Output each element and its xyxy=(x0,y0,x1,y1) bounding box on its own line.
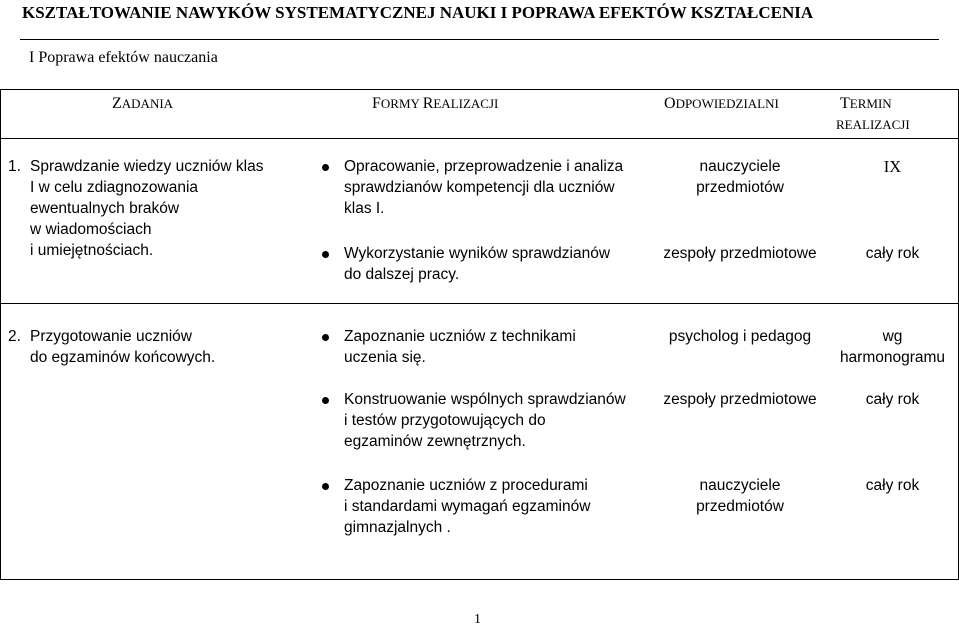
row1-term-2: cały rok xyxy=(865,245,920,262)
row1-form-2: Wykorzystanie wyników sprawdzianów do dalszej pracy. xyxy=(344,245,611,283)
header-odpowiedzialni: ODPOWIEDZIALNI xyxy=(664,95,779,112)
row2-term-3: cały rok xyxy=(865,477,920,494)
row2-number: 2. xyxy=(8,328,21,345)
row2-task: Przygotowanie uczniów do egzaminów końcowych. xyxy=(30,328,216,366)
table-top-border xyxy=(0,89,959,90)
row1-bottom-border xyxy=(0,303,959,304)
row2-term-2: cały rok xyxy=(865,391,920,408)
row2-responsible-3: nauczyciele przedmiotów xyxy=(696,477,784,515)
header-zadania: ZADANIA xyxy=(112,95,174,112)
row2-form-3: Zapoznanie uczniów z procedurami i standardami wymagań egzaminów gimnazjalnych . xyxy=(344,477,591,536)
row2-form-2: Konstruowanie wspólnych sprawdzianów i testów przygotowujących do egzaminów zewnętrznych. xyxy=(344,391,626,450)
row1-responsible-2: zespoły przedmiotowe xyxy=(663,245,817,262)
page-number: 1 xyxy=(474,612,481,627)
bullet-icon xyxy=(322,251,329,258)
row2-responsible-1: psycholog i pedagog xyxy=(668,328,812,345)
bullet-icon xyxy=(322,483,329,490)
row1-term-1: IX xyxy=(883,157,902,176)
row2-term-1: wg harmonogramu xyxy=(839,328,946,366)
header-realizacji: REALIZACJI xyxy=(836,117,910,132)
header-termin: TERMIN xyxy=(840,95,892,112)
header-bottom-border xyxy=(0,138,959,139)
document-title: KSZTAŁTOWANIE NAWYKÓW SYSTEMATYCZNEJ NAUKI I POPRAWA EFEKTÓW KSZTAŁCENIA xyxy=(22,3,814,22)
bullet-icon xyxy=(322,397,329,404)
bullet-icon xyxy=(322,334,329,341)
title-rule xyxy=(20,39,939,40)
row1-number: 1. xyxy=(8,158,21,175)
table-bottom-border xyxy=(0,579,959,580)
bullet-icon xyxy=(322,164,329,171)
section-subtitle: I Poprawa efektów nauczania xyxy=(29,49,218,66)
row2-responsible-2: zespoły przedmiotowe xyxy=(663,391,817,408)
header-formy-realizacji: FORMY REALIZACJI xyxy=(372,95,499,112)
row2-form-1: Zapoznanie uczniów z technikami uczenia się. xyxy=(344,328,576,366)
row1-responsible-1: nauczyciele przedmiotów xyxy=(696,158,784,196)
table-left-border xyxy=(0,89,1,580)
row1-task: Sprawdzanie wiedzy uczniów klas I w celu zdiagnozowania ewentualnych braków w wiadomościach i umiejętnościach. xyxy=(30,158,264,259)
row1-form-1: Opracowanie, przeprowadzenie i analiza sprawdzianów kompetencji dla uczniów klas I. xyxy=(344,158,624,217)
